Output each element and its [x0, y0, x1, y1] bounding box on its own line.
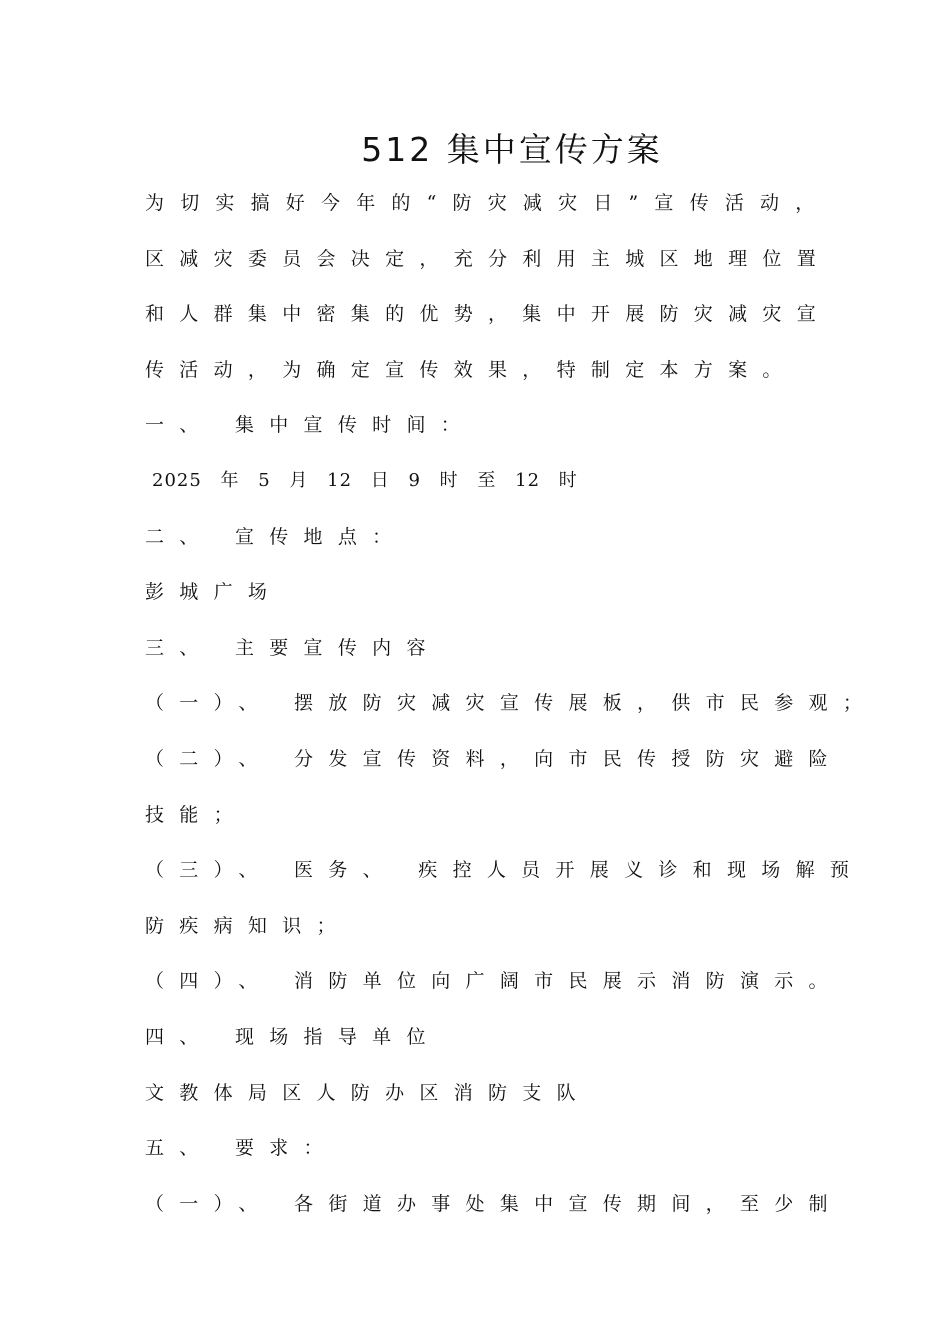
section-heading-time: 一、 集中宣传时间：: [145, 414, 476, 436]
section-heading-requirements: 五、 要求：: [145, 1137, 338, 1159]
list-item-continuation: 防疾病知识；: [145, 915, 351, 937]
paragraph-line: 和人群集中密集的优势，集中开展防灾减灾宣: [145, 303, 832, 325]
list-item: （一）、 各街道办事处集中宣传期间，至少制: [145, 1193, 843, 1215]
event-location: 彭城广场: [145, 581, 283, 603]
guidance-units: 文教体局区人防办区消防支队: [145, 1082, 591, 1104]
list-item: （一）、 摆放防灾减灾宣传展板，供市民参观；: [145, 692, 878, 714]
section-heading-location: 二、 宣传地点：: [145, 526, 407, 548]
section-heading-content: 三、 主要宣传内容: [145, 637, 441, 659]
list-item: （四）、 消防单位向广阔市民展示消防演示。: [145, 970, 843, 992]
list-item: （二）、 分发宣传资料，向市民传授防灾避险: [145, 748, 843, 770]
paragraph-line: 区减灾委员会决定，充分利用主城区地理位置: [145, 248, 832, 270]
paragraph-line: 传活动，为确定宣传效果，特制定本方案。: [145, 359, 797, 381]
section-heading-guidance: 四、 现场指导单位: [145, 1026, 441, 1048]
list-item: （三）、 医务、 疾控人员开展义诊和现场解预: [145, 859, 865, 881]
paragraph-line: 为切实搞好今年的“防灾减灾日”宣传活动，: [145, 192, 831, 214]
event-date: 2025 年 5 月 12 日 9 时 至 12 时: [152, 470, 578, 491]
list-item-continuation: 技能；: [145, 804, 248, 826]
document-title: 512 集中宣传方案: [361, 130, 663, 169]
